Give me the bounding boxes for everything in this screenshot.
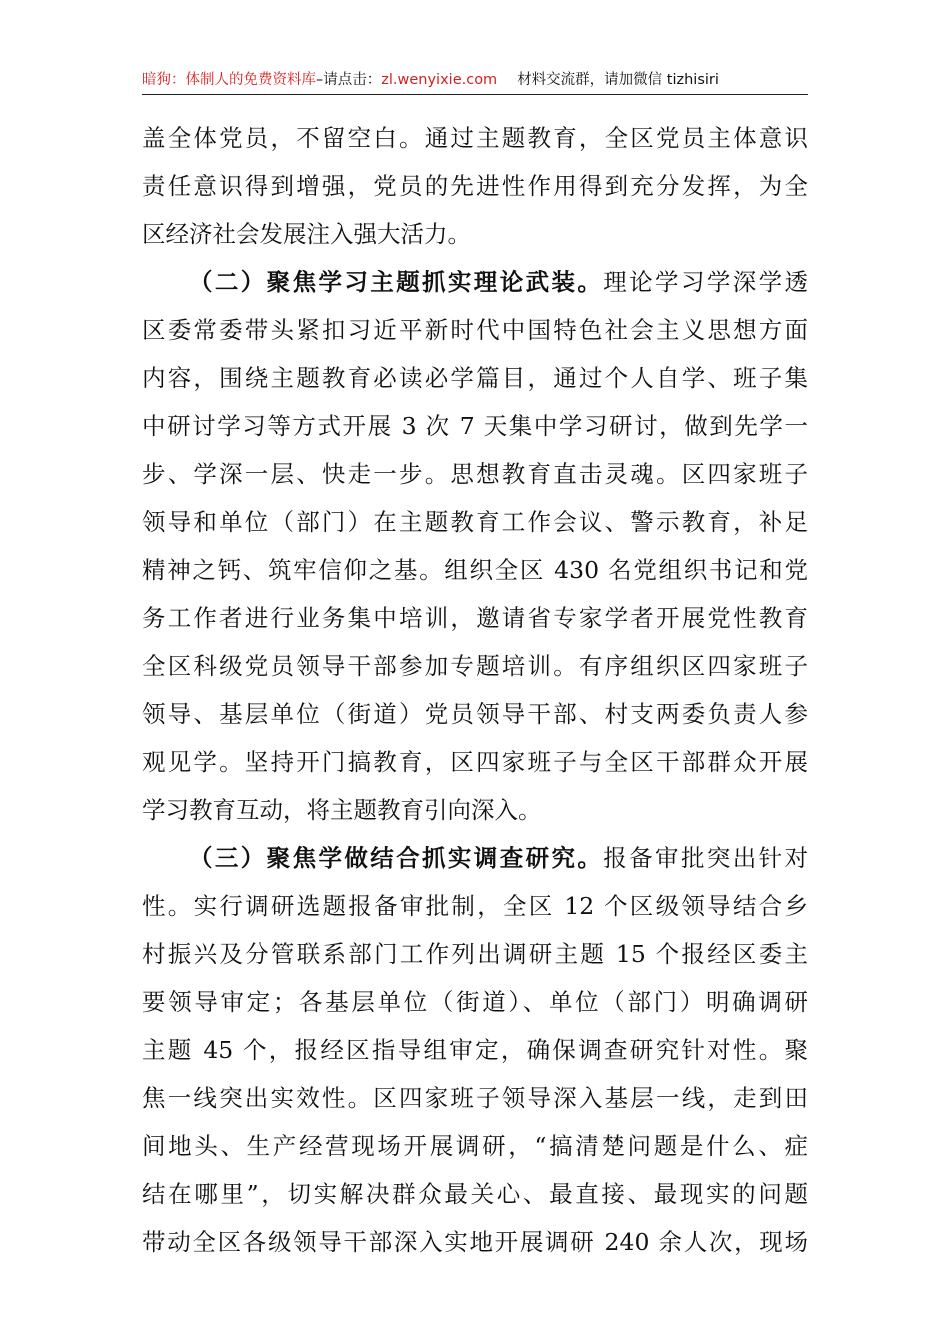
text-line: 带动全区各级领导干部深入实地开展调研 240 余人次，现场 bbox=[142, 1228, 808, 1256]
text-fragment: 理论学习学深学透 bbox=[603, 268, 809, 296]
text-line: 性。实行调研选题报备审批制，全区 12 个区级领导结合乡 bbox=[142, 892, 808, 920]
text-line: 区经济社会发展注入强大活力。 bbox=[142, 220, 471, 248]
text-fragment: 报备审批突出针对 bbox=[603, 844, 809, 872]
paragraph-continuation bbox=[142, 114, 808, 258]
text-line: 中研讨学习等方式开展 3 次 7 天集中学习研讨，做到先学一 bbox=[142, 412, 808, 440]
paragraph-research bbox=[142, 834, 808, 1266]
text-line: 全区科级党员领导干部参加专题培训。有序组织区四家班子 bbox=[142, 652, 808, 680]
text-line: 步、学深一层、快走一步。思想教育直击灵魂。区四家班子 bbox=[142, 460, 808, 488]
section-heading: （二）聚焦学习主题抓实理论武装。 bbox=[189, 268, 604, 296]
text-line: 领导、基层单位（街道）党员领导干部、村支两委负责人参 bbox=[142, 700, 808, 728]
text-line: 责任意识得到增强，党员的先进性作用得到充分发挥，为全 bbox=[142, 172, 808, 200]
text-line: 村振兴及分管联系部门工作列出调研主题 15 个报经区委主 bbox=[142, 940, 808, 968]
header-brand: 暗狗：体制人的免费资料库 bbox=[142, 72, 316, 88]
text-line bbox=[142, 258, 808, 306]
text-line: 主题 45 个，报经区指导组审定，确保调查研究针对性。聚 bbox=[142, 1036, 808, 1064]
text-line: 观见学。坚持开门搞教育，区四家班子与全区干部群众开展 bbox=[142, 748, 808, 776]
text-line: 间地头、生产经营现场开展调研，“搞清楚问题是什么、症 bbox=[142, 1132, 808, 1160]
text-line: 内容，围绕主题教育必读必学篇目，通过个人自学、班子集 bbox=[142, 364, 808, 392]
section-heading: （三）聚焦学做结合抓实调查研究。 bbox=[189, 844, 604, 872]
text-line bbox=[142, 834, 808, 882]
text-line: 学习教育互动，将主题教育引向深入。 bbox=[142, 796, 542, 824]
text-line: 要领导审定；各基层单位（街道）、单位（部门）明确调研 bbox=[142, 988, 808, 1016]
text-line: 结在哪里”，切实解决群众最关心、最直接、最现实的问题 bbox=[142, 1180, 808, 1208]
text-line: 精神之钙、筑牢信仰之基。组织全区 430 名党组织书记和党 bbox=[142, 556, 808, 584]
header-click-prompt: –请点击： bbox=[316, 72, 382, 88]
document-body bbox=[142, 114, 808, 1266]
text-line: 领导和单位（部门）在主题教育工作会议、警示教育，补足 bbox=[142, 508, 808, 536]
text-line: 焦一线突出实效性。区四家班子领导深入基层一线，走到田 bbox=[142, 1084, 808, 1112]
header-url-link[interactable]: zl.wenyixie.com bbox=[381, 72, 498, 88]
text-line: 盖全体党员，不留空白。通过主题教育，全区党员主体意识 bbox=[142, 124, 808, 152]
paragraph-theory-study bbox=[142, 258, 808, 834]
page-header bbox=[142, 66, 808, 95]
text-line: 务工作者进行业务集中培训，邀请省专家学者开展党性教育 bbox=[142, 604, 808, 632]
text-line: 区委常委带头紧扣习近平新时代中国特色社会主义思想方面 bbox=[142, 316, 808, 344]
header-group-text: 材料交流群，请加微信 tizhisiri bbox=[517, 72, 719, 88]
